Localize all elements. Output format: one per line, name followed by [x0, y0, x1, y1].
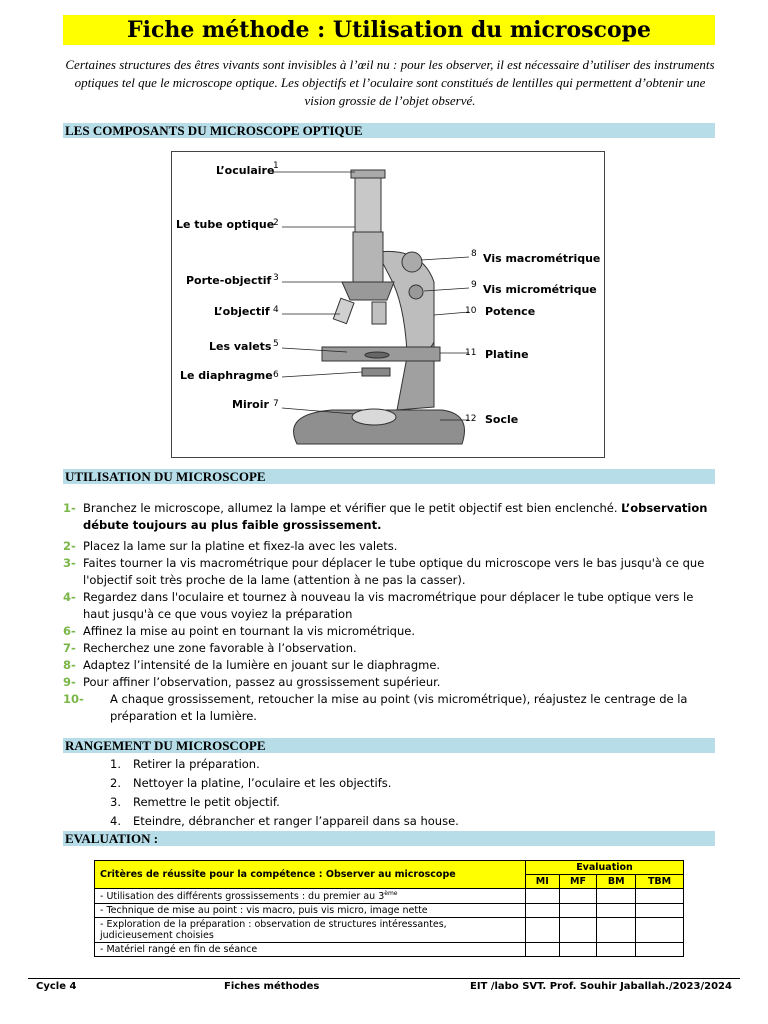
storage-number: 1.: [110, 757, 121, 771]
storage-steps-list: [110, 755, 710, 831]
section-usage-heading: UTILISATION DU MICROSCOPE: [63, 469, 715, 484]
step-text: Regardez dans l'oculaire et tournez à nouveau la vis macrométrique pour déplacer le tube optique vers le haut jusqu'à ce que vous voyiez la préparation: [83, 590, 694, 621]
list-item: [63, 691, 713, 725]
table-row: [95, 943, 684, 957]
step-text: A chaque grossissement, retoucher la mise au point (vis micrométrique), réajustez le centrage de la préparation et la lumière.: [110, 692, 688, 723]
footer-right: EIT /labo SVT. Prof. Souhir Jaballah./2023/2024: [470, 981, 732, 992]
list-item: [63, 623, 713, 640]
mf-cell[interactable]: [559, 889, 597, 904]
label-objectif: L’objectif: [214, 305, 270, 318]
step-text: Placez la lame sur la platine et fixez-la avec les valets.: [83, 539, 398, 553]
num-1: 1: [273, 161, 279, 171]
footer-center: Fiches méthodes: [224, 981, 320, 992]
footer-divider: [28, 978, 740, 979]
table-row: [95, 918, 684, 943]
table-row: [95, 904, 684, 918]
label-valets: Les valets: [209, 340, 272, 353]
intro-paragraph: Certaines structures des êtres vivants sont invisibles à l’œil nu : pour les observer, il est nécessaire d’utiliser des instruments optiques tel que le microscope optique. Les objectifs et l’oculaire sont constitués de lentilles qui permettent d’obtenir une vision grossie de l’objet observé.: [65, 57, 715, 108]
step-text: Branchez le microscope, allumez la lampe et vérifier que le petit objectif est bien enclenché.: [83, 501, 622, 515]
storage-number: 3.: [110, 795, 121, 809]
level-header: MI: [526, 875, 560, 889]
evaluation-header: Evaluation: [526, 861, 684, 875]
step-number: 6-: [63, 624, 76, 638]
microscope-diagram: [171, 151, 605, 458]
mi-cell[interactable]: [526, 918, 560, 943]
list-item: [63, 589, 713, 623]
mf-cell[interactable]: [559, 904, 597, 918]
label-porte-objectif: Porte-objectif: [186, 274, 272, 287]
footer-left: Cycle 4: [36, 981, 77, 992]
list-item: [63, 538, 713, 555]
bm-cell[interactable]: [597, 943, 636, 957]
step-number: 10-: [63, 692, 84, 706]
list-item: [63, 657, 713, 674]
storage-text: Nettoyer la platine, l’oculaire et les objectifs.: [133, 776, 392, 790]
num-5: 5: [273, 339, 279, 349]
label-platine: Platine: [485, 348, 529, 361]
level-header: MF: [559, 875, 597, 889]
label-vis-micrometrique: Vis micrométrique: [483, 283, 597, 296]
mi-cell[interactable]: [526, 943, 560, 957]
num-7: 7: [273, 399, 279, 409]
storage-text: Eteindre, débrancher et ranger l’appareil dans sa house.: [133, 814, 459, 828]
step-text: Affinez la mise au point en tournant la vis micrométrique.: [83, 624, 416, 638]
mi-cell[interactable]: [526, 889, 560, 904]
step-number: 4-: [63, 590, 76, 604]
criteria-cell: - Exploration de la préparation : observation de structures intéressantes, judicieusement choisies: [95, 918, 526, 943]
list-item: [63, 640, 713, 657]
step-number: 2-: [63, 539, 76, 553]
tbm-cell[interactable]: [636, 918, 684, 943]
step-text: Pour affiner l’observation, passez au grossissement supérieur.: [83, 675, 441, 689]
label-oculaire: L’oculaire: [216, 164, 275, 177]
step-text: Faites tourner la vis macrométrique pour déplacer le tube optique du microscope vers le bas jusqu'à ce que l'objectif soit très proche de la lame (attention à ne pas la casser).: [83, 556, 705, 587]
step-number: 8-: [63, 658, 76, 672]
section-evaluation-heading: EVALUATION :: [63, 831, 715, 846]
storage-number: 2.: [110, 776, 121, 790]
bm-cell[interactable]: [597, 904, 636, 918]
list-item: [110, 793, 710, 812]
step-text: Adaptez l’intensité de la lumière en jouant sur le diaphragme.: [83, 658, 441, 672]
num-10: 10: [465, 306, 477, 316]
num-9: 9: [471, 280, 477, 290]
tbm-cell[interactable]: [636, 889, 684, 904]
tbm-cell[interactable]: [636, 904, 684, 918]
step-text: Recherchez une zone favorable à l’observation.: [83, 641, 357, 655]
label-potence: Potence: [485, 305, 536, 318]
step-number: 1-: [63, 501, 76, 515]
level-header: TBM: [636, 875, 684, 889]
list-item: [110, 755, 710, 774]
num-12: 12: [465, 414, 477, 424]
usage-steps-list: [63, 500, 713, 725]
label-diaphragme: Le diaphragme: [180, 369, 273, 382]
evaluation-table: [94, 860, 684, 957]
step-number: 7-: [63, 641, 76, 655]
num-6: 6: [273, 370, 279, 380]
label-miroir: Miroir: [232, 398, 269, 411]
step-number: 3-: [63, 556, 76, 570]
label-vis-macrometrique: Vis macrométrique: [483, 252, 601, 265]
storage-text: Remettre le petit objectif.: [133, 795, 280, 809]
criteria-cell: - Utilisation des différents grossissements : du premier au 3ème: [95, 889, 526, 904]
level-header: BM: [597, 875, 636, 889]
criteria-cell: - Matériel rangé en fin de séance: [95, 943, 526, 957]
num-3: 3: [273, 273, 279, 283]
mi-cell[interactable]: [526, 904, 560, 918]
section-components-heading: LES COMPOSANTS DU MICROSCOPE OPTIQUE: [63, 123, 715, 138]
list-item: [110, 774, 710, 793]
num-4: 4: [273, 305, 279, 315]
step-number: 9-: [63, 675, 76, 689]
criteria-header: Critères de réussite pour la compétence : Observer au microscope: [95, 861, 526, 889]
list-item: [110, 812, 710, 831]
tbm-cell[interactable]: [636, 943, 684, 957]
num-2: 2: [273, 218, 279, 228]
page-title: Fiche méthode : Utilisation du microscope: [63, 15, 715, 45]
table-row: [95, 889, 684, 904]
bm-cell[interactable]: [597, 889, 636, 904]
mf-cell[interactable]: [559, 943, 597, 957]
label-socle: Socle: [485, 413, 519, 426]
list-item: [63, 555, 713, 589]
step-bold-text: L’observation débute toujours au plus faible grossissement.: [83, 501, 708, 532]
storage-number: 4.: [110, 814, 121, 828]
mf-cell[interactable]: [559, 918, 597, 943]
label-tube-optique: Le tube optique: [176, 218, 275, 231]
num-8: 8: [471, 249, 477, 259]
num-11: 11: [465, 348, 477, 358]
criteria-cell: - Technique de mise au point : vis macro, puis vis micro, image nette: [95, 904, 526, 918]
section-storage-heading: RANGEMENT DU MICROSCOPE: [63, 738, 715, 753]
list-item: [63, 500, 713, 534]
storage-text: Retirer la préparation.: [133, 757, 260, 771]
list-item: [63, 674, 713, 691]
bm-cell[interactable]: [597, 918, 636, 943]
